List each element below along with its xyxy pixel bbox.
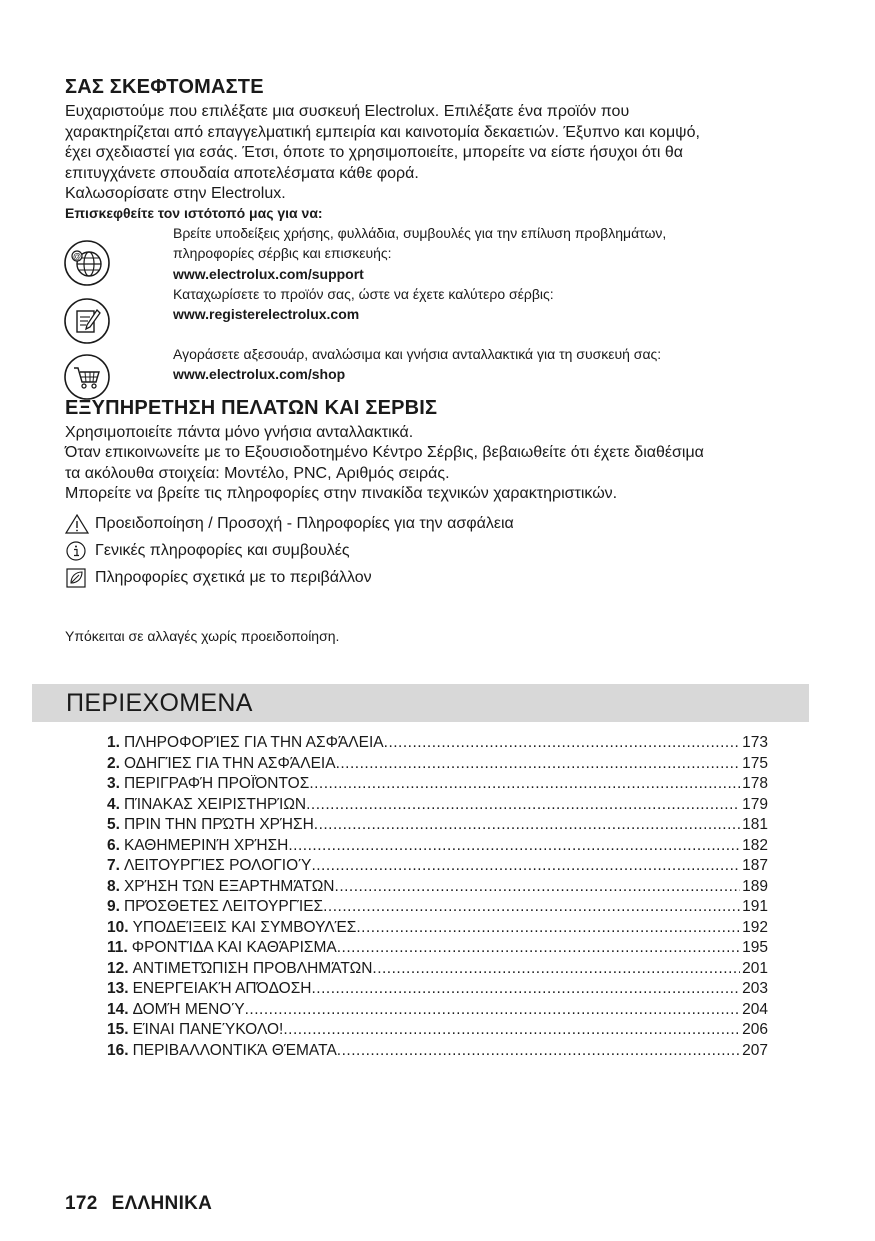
visit-heading: Επισκεφθείτε τον ιστότοπό μας για να:	[65, 204, 323, 221]
welcome-line: Καλωσορίσατε στην Electrolux.	[65, 185, 286, 202]
toc-item-number: 3.	[107, 775, 120, 792]
toc-item-page: 192	[742, 918, 768, 936]
toc-item-number: 11.	[107, 939, 128, 956]
shopping-cart-icon	[63, 353, 111, 401]
service-paragraph	[65, 423, 810, 505]
svg-text:@: @	[73, 251, 81, 261]
web-globe-icon	[63, 239, 111, 287]
intro-line: χαρακτηρίζεται από επαγγελματική εμπειρία και καινοτομία δεκαετιών. Έξυπνο και κομψό,	[65, 123, 700, 141]
toc-item[interactable]	[107, 919, 768, 940]
toc-item[interactable]	[107, 775, 768, 796]
toc-item-page: 203	[742, 980, 768, 997]
toc-item[interactable]	[107, 816, 768, 837]
warning-triangle-icon	[65, 513, 91, 535]
toc-item-title: ΠΛΗΡΟΦΟΡΊΕΣ ΓΙΑ ΤΗΝ ΑΣΦΆΛΕΙΑ	[123, 734, 384, 751]
toc-item-page: 179	[742, 795, 768, 813]
toc-item-title: ΔΟΜΉ ΜΕΝΟΎ	[132, 1000, 245, 1018]
service-line: Χρησιμοποιείτε πάντα μόνο γνήσια ανταλλακτικά.	[65, 423, 414, 441]
shop-text	[173, 344, 661, 385]
toc-item-number: 7.	[107, 857, 120, 874]
toc-item-title: ΠΕΡΙΒΑΛΛΟΝΤΙΚΆ ΘΈΜΑΤΑ	[132, 1041, 337, 1059]
toc-item-title: ΠΡΙΝ ΤΗΝ ΠΡΏΤΗ ΧΡΉΣΗ	[123, 816, 314, 833]
toc-item[interactable]	[107, 734, 768, 755]
toc-item-number: 12.	[107, 959, 129, 977]
toc-leader-dots	[337, 1042, 740, 1060]
toc-item-number: 14.	[107, 1000, 129, 1018]
toc-item-title: ΛΕΙΤΟΥΡΓΊΕΣ ΡΟΛΟΓΙΟΎ	[123, 857, 312, 874]
register-url-link[interactable]: www.registerelectrolux.com	[173, 306, 360, 322]
toc-leader-dots	[245, 1001, 741, 1019]
register-notepad-icon	[63, 297, 111, 345]
toc-item-title: ΕΝΕΡΓΕΙΑΚΉ ΑΠΌΔΟΣΗ	[132, 980, 312, 997]
toc-item-page: 189	[742, 877, 768, 895]
toc-item-number: 4.	[107, 795, 120, 813]
toc-item-title: ΧΡΉΣΗ ΤΩΝ ΕΞΑΡΤΗΜΆΤΩΝ	[123, 877, 335, 895]
toc-item-title: ΑΝΤΙΜΕΤΏΠΙΣΗ ΠΡΟΒΛΗΜΆΤΩΝ	[132, 959, 373, 977]
toc-item-page: 181	[742, 816, 768, 833]
toc-item[interactable]	[107, 960, 768, 981]
page-footer	[65, 1193, 226, 1215]
intro-line: Ευχαριστούμε που επιλέξατε μια συσκευή Electrolux. Επιλέξατε ένα προϊόν που	[65, 103, 630, 120]
toc-leader-dots	[384, 734, 740, 752]
toc-item[interactable]	[107, 1021, 768, 1042]
intro-heading: ΣΑΣ ΣΚΕΦΤΟΜΑΣΤΕ	[65, 76, 264, 98]
intro-line: έχει σχεδιαστεί για εσάς. Έτσι, όποτε το χρησιμοποιείτε, μπορείτε να είστε ήσυχοι ότι θα	[65, 144, 683, 161]
toc-item-title: ΕΊΝΑΙ ΠΑΝΕΎΚΟΛΟ!	[132, 1021, 284, 1038]
support-line: Βρείτε υποδείξεις χρήσης, φυλλάδια, συμβουλές για την επίλυση προβλημάτων,	[173, 224, 667, 241]
legend-environment: Πληροφορίες σχετικά με το περιβάλλον	[65, 565, 810, 592]
toc-item-number: 1.	[107, 734, 120, 751]
toc-item-number: 16.	[107, 1041, 129, 1059]
toc-item-page: 173	[742, 734, 768, 751]
toc-item-title: ΠΡΌΣΘΕΤΕΣ ΛΕΙΤΟΥΡΓΊΕΣ	[123, 898, 324, 915]
toc-item-title: ΠΊΝΑΚΑΣ ΧΕΙΡΙΣΤΗΡΊΩΝ	[123, 795, 307, 813]
toc-item[interactable]	[107, 796, 768, 817]
toc-item[interactable]	[107, 1042, 768, 1063]
toc-item-number: 9.	[107, 898, 120, 915]
toc-item-number: 8.	[107, 877, 120, 895]
toc-leader-dots	[336, 755, 741, 773]
support-line: πληροφορίες σέρβις και επισκευής:	[173, 245, 392, 261]
toc-item-page: 207	[742, 1041, 768, 1059]
service-line: Μπορείτε να βρείτε τις πληροφορίες στην πινακίδα τεχνικών χαρακτηριστικών.	[65, 485, 618, 502]
intro-paragraph	[65, 102, 810, 205]
toc-leader-dots	[288, 837, 740, 855]
toc-item-title: ΟΔΗΓΊΕΣ ΓΙΑ ΤΗΝ ΑΣΦΆΛΕΙΑ	[123, 754, 336, 772]
toc-item[interactable]	[107, 878, 768, 899]
toc-item-number: 10.	[107, 918, 129, 936]
toc-title: ΠΕΡΙΕΧΟΜΕΝΑ	[66, 689, 253, 717]
toc-item-number: 5.	[107, 816, 120, 833]
service-line: Όταν επικοινωνείτε με το Εξουσιοδοτημένο Κέντρο Σέρβις, βεβαιωθείτε ότι έχετε διαθέσιμα	[65, 444, 704, 461]
toc-item-page: 175	[742, 754, 768, 772]
toc-item[interactable]	[107, 939, 768, 960]
toc-item[interactable]	[107, 1001, 768, 1022]
support-text	[173, 223, 666, 285]
support-url-link[interactable]: www.electrolux.com/support	[173, 265, 364, 282]
legend-warning: Προειδοποίηση / Προσοχή - Πληροφορίες για την ασφάλεια	[65, 511, 810, 538]
toc-item-title: ΦΡΟΝΤΊΔΑ ΚΑΙ ΚΑΘΆΡΙΣΜΑ	[131, 939, 337, 956]
toc-item-page: 178	[742, 775, 768, 792]
page-number: 172	[65, 1193, 98, 1214]
environment-leaf-icon	[65, 567, 91, 589]
toc-leader-dots	[311, 980, 740, 998]
shop-line: Αγοράσετε αξεσουάρ, αναλώσιμα και γνήσια ανταλλακτικά για τη συσκευή σας:	[173, 345, 662, 362]
service-heading: ΕΞΥΠΗΡΕΤΗΣΗ ΠΕΛΑΤΩΝ ΚΑΙ ΣΕΡΒΙΣ	[65, 396, 438, 419]
info-icon	[65, 540, 91, 562]
toc-item-number: 6.	[107, 836, 120, 854]
toc-leader-dots	[323, 898, 740, 916]
toc-leader-dots	[337, 939, 740, 957]
toc-leader-dots	[314, 816, 740, 834]
visit-section	[65, 223, 810, 393]
toc-item-title: ΥΠΟΔΕΊΞΕΙΣ ΚΑΙ ΣΥΜΒΟΥΛΈΣ	[132, 918, 357, 936]
toc-item[interactable]	[107, 857, 768, 878]
toc-item[interactable]	[107, 837, 768, 858]
toc-leader-dots	[372, 960, 740, 978]
toc-item[interactable]	[107, 898, 768, 919]
change-notice: Υπόκειται σε αλλαγές χωρίς προειδοποίηση.	[65, 627, 340, 644]
page-content	[65, 76, 810, 644]
toc-item-page: 187	[742, 857, 768, 874]
service-line: τα ακόλουθα στοιχεία: Μοντέλο, PNC, Αριθμός σειράς.	[65, 464, 450, 482]
table-of-contents	[107, 734, 768, 1062]
toc-item-page: 201	[742, 959, 768, 977]
toc-item[interactable]	[107, 980, 768, 1001]
toc-item-page: 204	[742, 1000, 768, 1018]
shop-url-link[interactable]: www.electrolux.com/shop	[173, 366, 346, 382]
toc-item-page: 195	[742, 939, 768, 956]
language-label: ΕΛΛΗΝΙΚΑ	[111, 1193, 213, 1214]
register-text	[173, 284, 554, 325]
toc-item-number: 15.	[107, 1021, 129, 1038]
symbol-legend	[65, 511, 810, 592]
toc-leader-dots	[283, 1021, 740, 1039]
toc-item-number: 13.	[107, 980, 129, 997]
register-line: Καταχωρίσετε το προϊόν σας, ώστε να έχετε καλύτερο σέρβις:	[173, 285, 554, 302]
toc-item-number: 2.	[107, 754, 120, 772]
toc-leader-dots	[306, 796, 740, 814]
toc-leader-dots	[356, 919, 740, 937]
intro-line: επιτυγχάνετε σπουδαία αποτελέσματα κάθε φορά.	[65, 164, 419, 182]
toc-leader-dots	[335, 878, 741, 896]
toc-item-page: 206	[742, 1021, 768, 1038]
legend-info: Γενικές πληροφορίες και συμβουλές	[65, 538, 810, 565]
toc-item-title: ΚΑΘΗΜΕΡΙΝΉ ΧΡΉΣΗ	[123, 836, 289, 854]
toc-item-title: ΠΕΡΙΓΡΑΦΉ ΠΡΟΪΌΝΤΟΣ	[123, 775, 310, 792]
toc-leader-dots	[309, 775, 740, 793]
toc-item-page: 191	[742, 898, 768, 915]
toc-leader-dots	[311, 857, 740, 875]
toc-item-page: 182	[742, 836, 768, 854]
toc-item[interactable]	[107, 755, 768, 776]
